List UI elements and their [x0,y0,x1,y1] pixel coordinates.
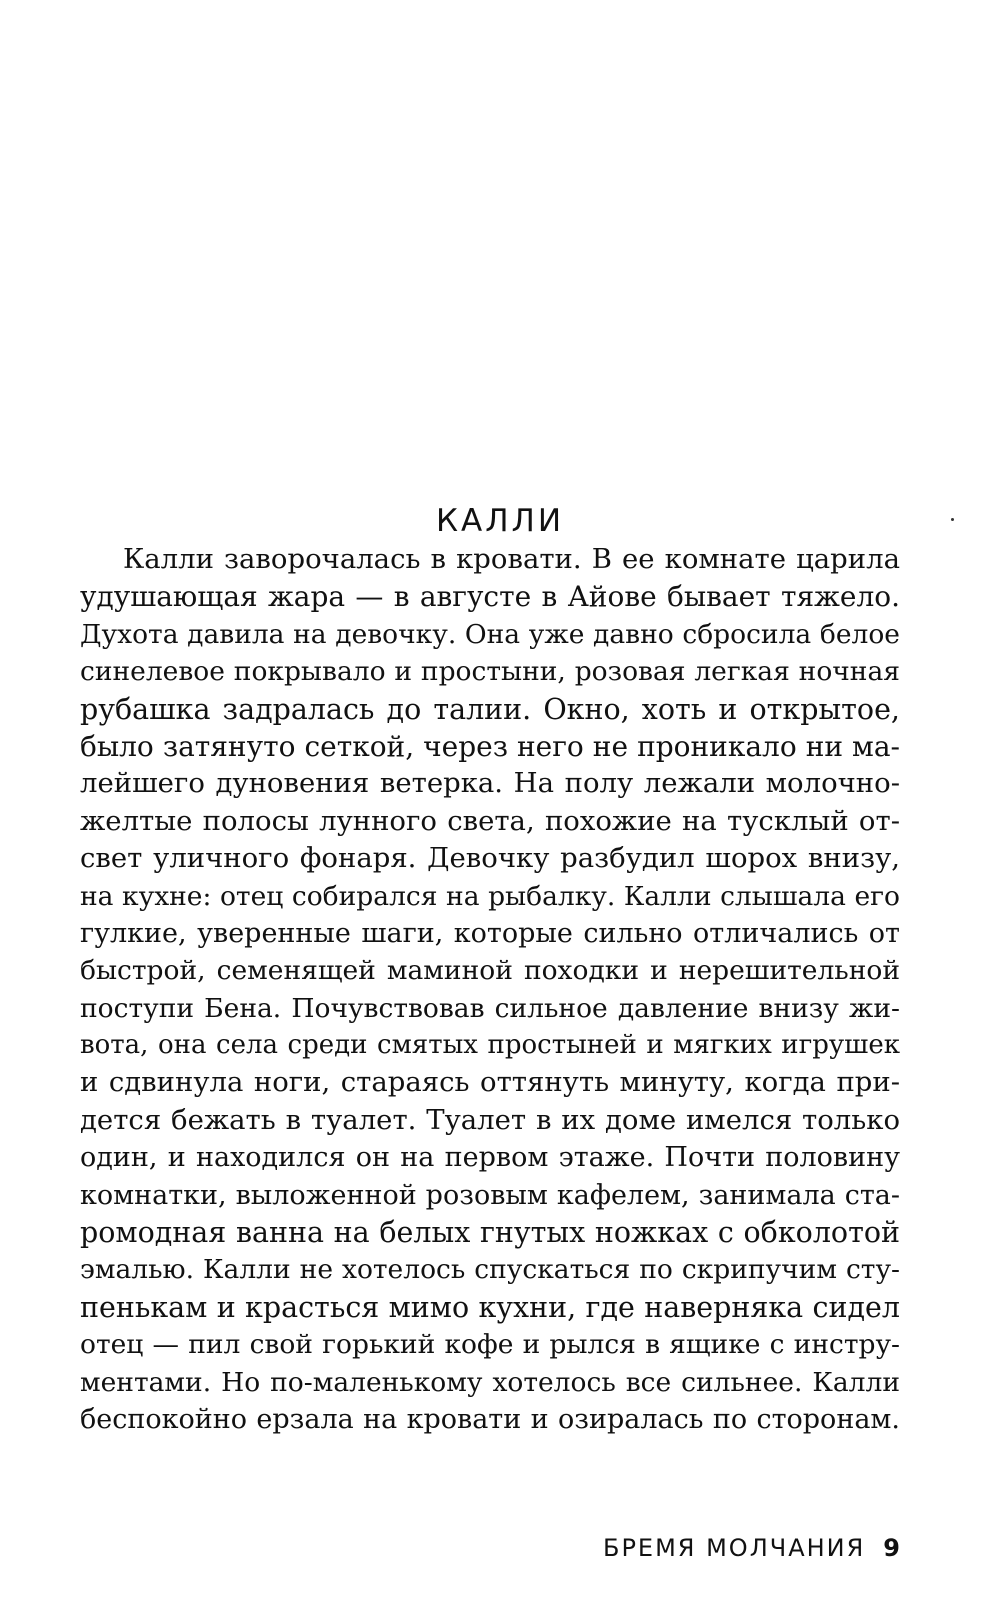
text-line: и сдвинула ноги, стараясь оттянуть минуту, когда при- [80,1066,900,1099]
text-line: поступи Бена. Почувствовав сильное давление внизу жи- [80,992,900,1024]
text-line: рубашка задралась до талии. Окно, хоть и открытое, [80,692,900,726]
text-line: дется бежать в туалет. Туалет в их доме имелся только [80,1103,900,1136]
text-line: быстрой, семенящей маминой походки и нерешительной [80,955,900,987]
text-line: пенькам и красться мимо кухни, где наверняка сидел [80,1290,900,1324]
book-title: БРЕМЯ МОЛЧАНИЯ [602,1534,866,1562]
text-line: беспокойно ерзала на кровати и озиралась по сторонам. [80,1403,900,1435]
print-speck [951,518,954,521]
text-line: лейшего дуновения ветерка. На полу лежали молочно- [80,767,900,800]
text-line: желтые полосы лунного света, похожие на тусклый от- [80,804,900,837]
text-line: Калли заворочалась в кровати. В ее комнате царила [123,543,900,575]
text-line: свет уличного фонаря. Девочку разбудил шорох внизу, [80,842,900,875]
chapter-title: КАЛЛИ [435,503,565,539]
text-line: на кухне: отец собирался на рыбалку. Калли слышала его [80,880,900,912]
page-number: 9 [883,1534,900,1562]
text-line: один, и находился он на первом этаже. Почти половину [80,1142,900,1174]
text-line: синелевое покрывало и простыни, розовая легкая ночная [80,656,900,688]
running-footer [603,1530,900,1566]
text-line: гулкие, уверенные шаги, которые сильно отличались от [80,917,900,949]
text-line: отец — пил свой горький кофе и рылся в ящике с инстру- [80,1329,900,1361]
chapter-body [80,541,900,1438]
text-line: эмалью. Калли не хотелось спускаться по скрипучим сту- [80,1254,900,1286]
text-line: было затянуто сеткой, через него не проникало ни ма- [80,729,900,763]
text-line: вота, она села среди смятых простыней и мягких игрушек [80,1030,900,1061]
text-line: удушающая жара — в августе в Айове бывает тяжело. [80,580,900,614]
text-line: Духота давила на девочку. Она уже давно сбросила белое [80,618,900,650]
text-line: ментами. Но по-маленькому хотелось все сильнее. Калли [80,1366,900,1398]
text-line: комнатки, выложенной розовым кафелем, занимала ста- [80,1179,900,1211]
text-line: ромодная ванна на белых гнутых ножках с обколотой [80,1216,900,1250]
